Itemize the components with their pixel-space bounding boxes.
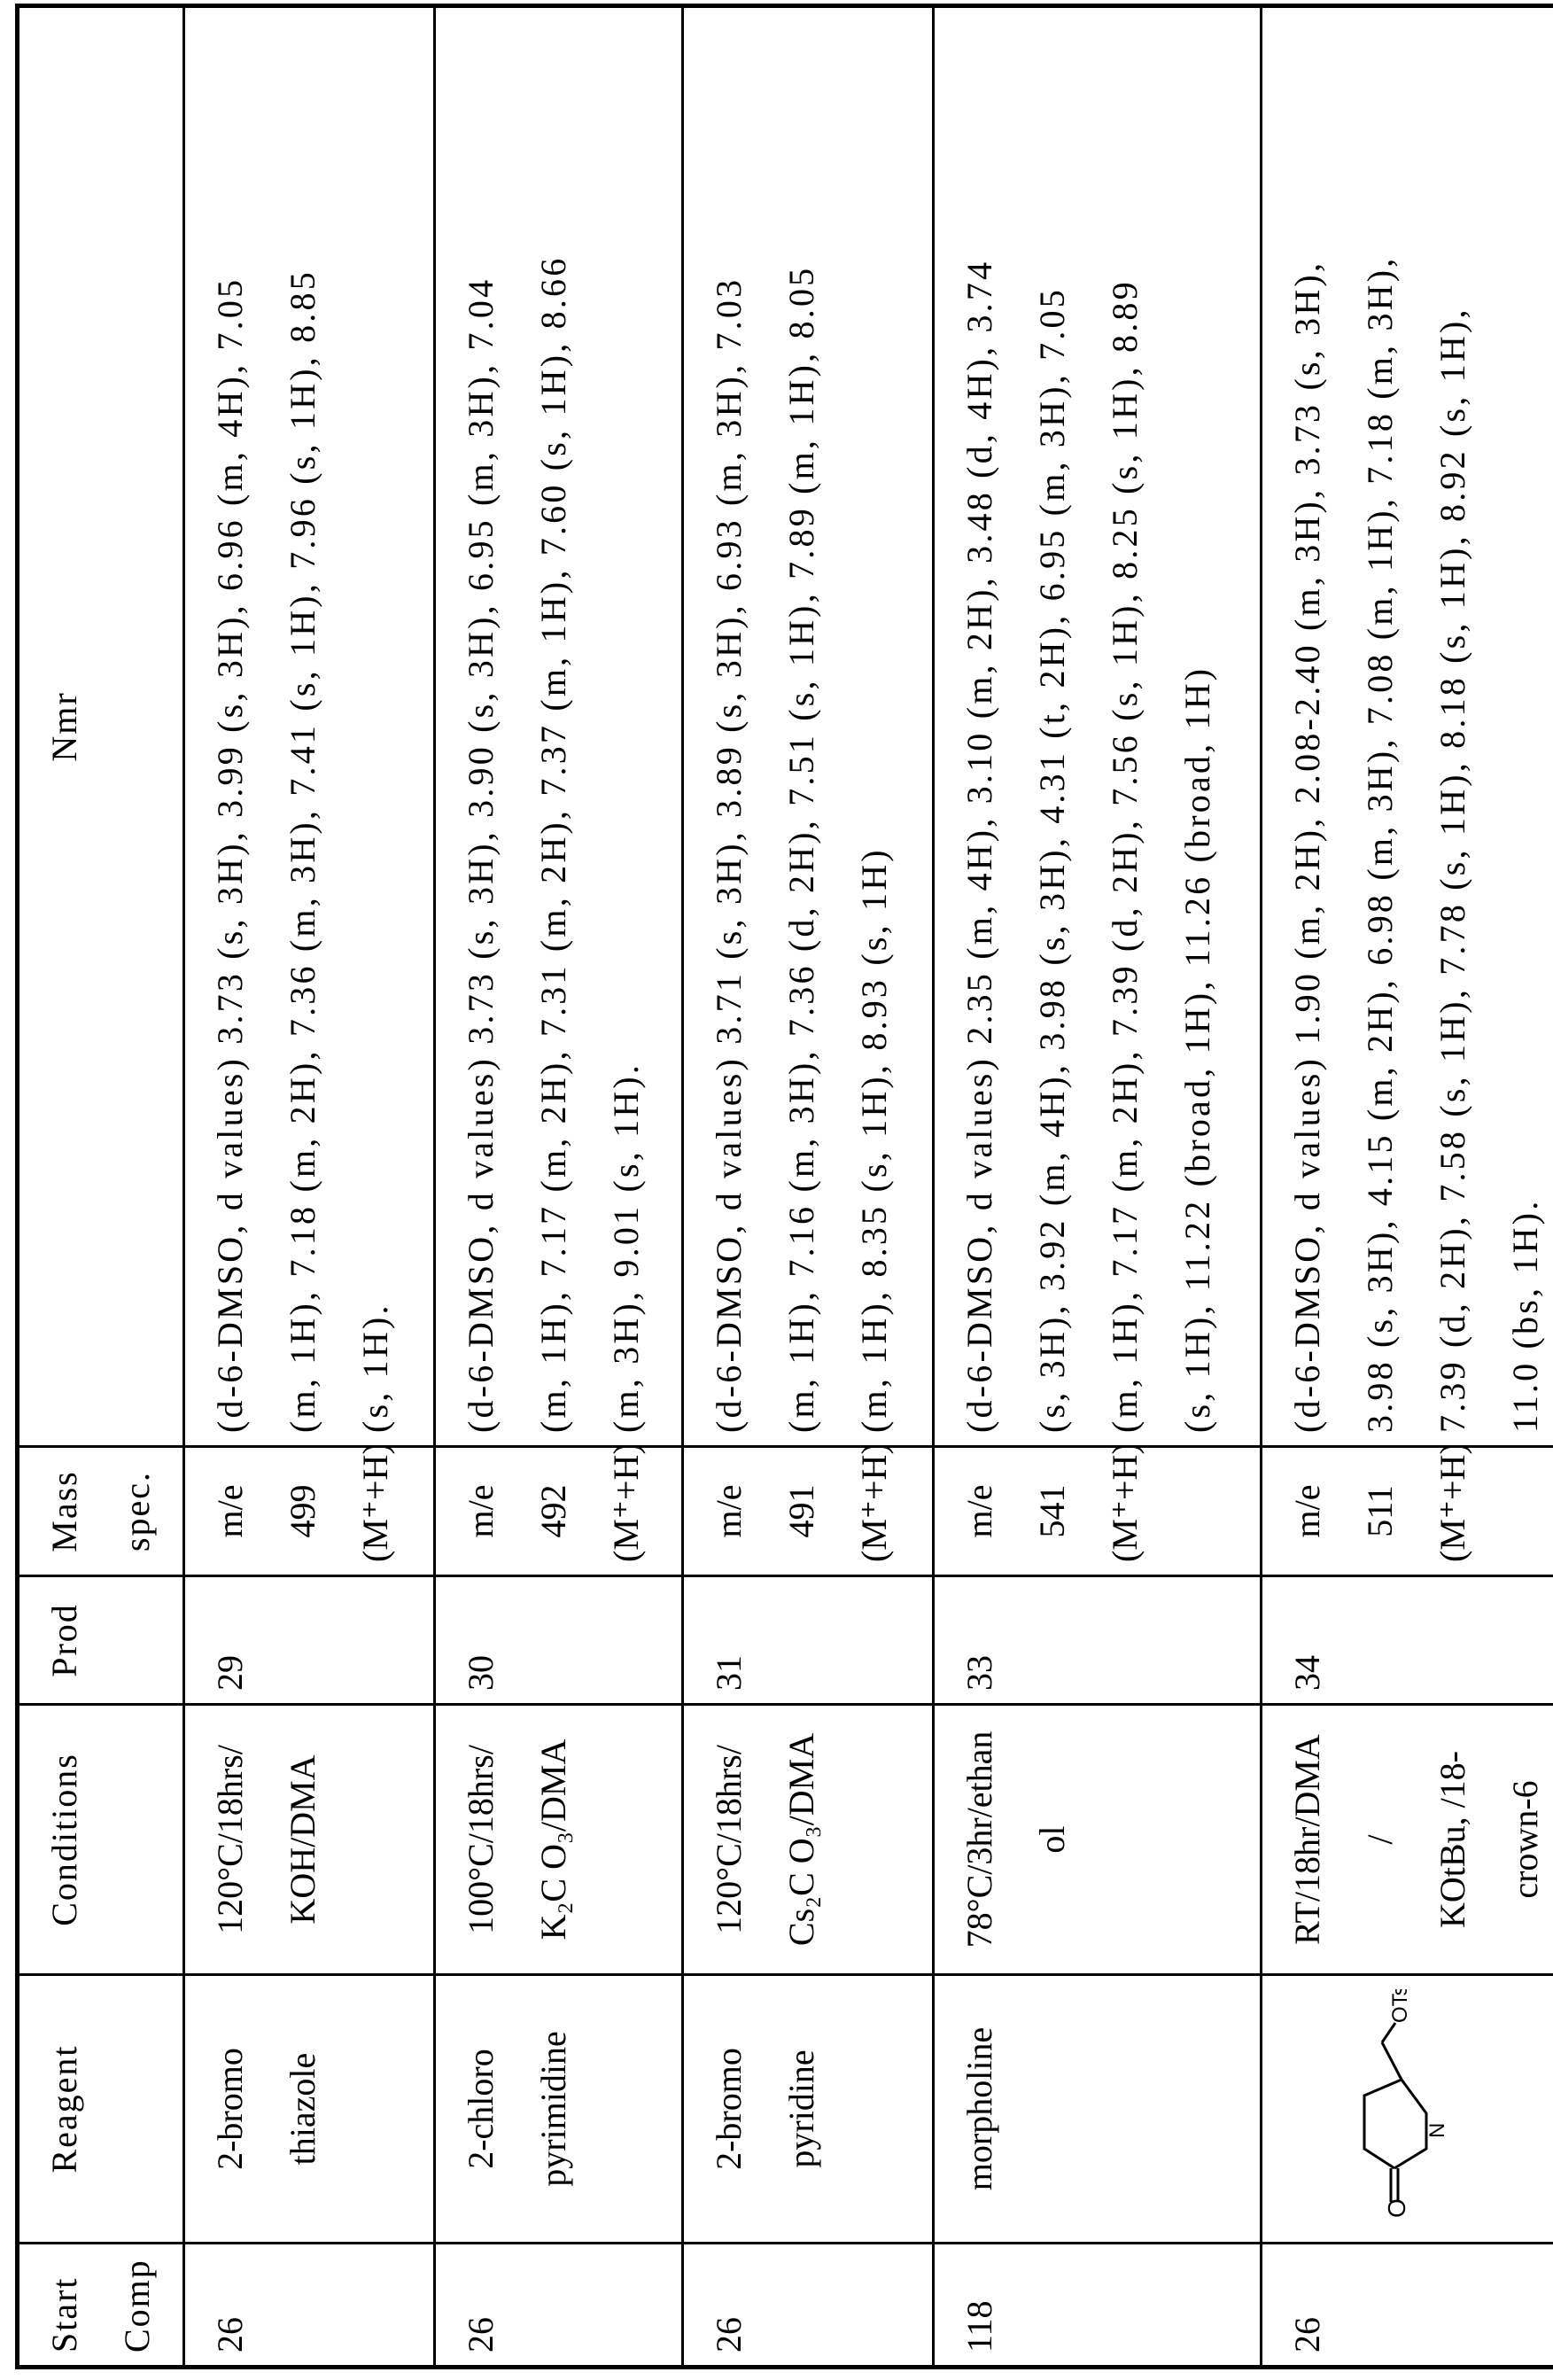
mass-spec-line: m/e — [445, 1460, 517, 1562]
reagent-line: thiazole — [267, 1988, 339, 2229]
structure-label-o: O — [1383, 2198, 1410, 2218]
header-mass-spec — [18, 1447, 184, 1576]
mass-spec-cell — [1262, 1447, 1553, 1576]
prod-cell — [184, 1576, 435, 1705]
nmr-line: (d-6-DMSO, d values) 3.73 (s, 3H), 3.99 (s, 3H), 6.96 (m, 4H), 7.05 — [194, 20, 267, 1433]
nmr-line: 7.39 (d, 2H), 7.58 (s, 1H), 7.78 (s, 1H), 8.18 (s, 1H), 8.92 (s, 1H), — [1417, 20, 1489, 1433]
nmr-line: (m, 1H), 8.35 (s, 1H), 8.93 (s, 1H) — [838, 20, 911, 1433]
nmr-line: (m, 3H), 9.01 (s, 1H). — [590, 20, 663, 1433]
mass-spec-line: (M⁺+H) — [838, 1460, 911, 1562]
conditions-cell — [184, 1705, 435, 1975]
conditions-cell — [435, 1705, 683, 1975]
prod-value: 30 — [445, 1590, 517, 1691]
header-label: Mass — [28, 1460, 101, 1562]
table-row — [184, 6, 435, 2368]
header-label: Reagent — [28, 1988, 101, 2229]
nmr-line: (d-6-DMSO, d values) 3.71 (s, 3H), 3.89 (s, 3H), 6.93 (m, 3H), 7.03 — [693, 20, 765, 1433]
conditions-line: RT/18hr/DMA — [1271, 1718, 1344, 1961]
prod-value: 29 — [194, 1590, 267, 1691]
prod-value: 34 — [1271, 1590, 1344, 1691]
start-comp-cell — [683, 2244, 934, 2368]
nmr-line: (d-6-DMSO, d values) 1.90 (m, 2H), 2.08-2.40 (m, 3H), 3.73 (s, 3H), — [1271, 20, 1344, 1433]
structure-label-ots: OTs — [1388, 1989, 1412, 2023]
conditions-cell — [934, 1705, 1262, 1975]
reaction-data-table — [15, 4, 1553, 2369]
mass-spec-line: 492 — [517, 1460, 590, 1562]
header-label: Prod — [28, 1590, 101, 1691]
prod-value: 31 — [693, 1590, 765, 1691]
nmr-line: (s, 1H). — [339, 20, 412, 1433]
nmr-line: (m, 1H), 7.17 (m, 2H), 7.39 (d, 2H), 7.56 (s, 1H), 8.25 (s, 1H), 8.89 — [1089, 20, 1161, 1433]
prod-cell — [1262, 1576, 1553, 1705]
prod-cell — [683, 1576, 934, 1705]
mass-spec-line: (M⁺+H) — [1417, 1460, 1489, 1562]
nmr-cell — [184, 6, 435, 1447]
reagent-line: 2-bromo — [194, 1988, 267, 2229]
mass-spec-line: 499 — [267, 1460, 339, 1562]
reagent-line: 2-bromo — [693, 1988, 765, 2229]
header-conditions — [18, 1705, 184, 1975]
conditions-line: 120°C/18hrs/ — [194, 1718, 267, 1961]
mass-spec-line: 491 — [765, 1460, 838, 1562]
conditions-line: crown-6 — [1489, 1718, 1553, 1961]
nmr-line: (m, 1H), 7.17 (m, 2H), 7.31 (m, 2H), 7.37 (m, 1H), 7.60 (s, 1H), 8.66 — [517, 20, 590, 1433]
nmr-line: 3.98 (s, 3H), 4.15 (m, 2H), 6.98 (m, 3H), 7.08 (m, 1H), 7.18 (m, 3H), — [1344, 20, 1417, 1433]
header-label: spec. — [101, 1460, 174, 1562]
prod-cell — [435, 1576, 683, 1705]
mass-spec-line: 511 — [1344, 1460, 1417, 1562]
reagent-line: pyrimidine — [517, 1988, 590, 2229]
nmr-line: (m, 1H), 7.16 (m, 3H), 7.36 (d, 2H), 7.51 (s, 1H), 7.89 (m, 1H), 8.05 — [765, 20, 838, 1433]
nmr-line: (m, 1H), 7.18 (m, 2H), 7.36 (m, 3H), 7.41 (s, 1H), 7.96 (s, 1H), 8.85 — [267, 20, 339, 1433]
prod-value: 33 — [943, 1590, 1016, 1691]
header-start-comp — [18, 2244, 184, 2368]
mass-spec-line: m/e — [693, 1460, 765, 1562]
conditions-line: 100°C/18hrs/ — [445, 1718, 517, 1961]
nmr-cell — [683, 6, 934, 1447]
nmr-cell — [435, 6, 683, 1447]
nmr-line: (s, 3H), 3.92 (m, 4H), 3.98 (s, 3H), 4.31 (t, 2H), 6.95 (m, 3H), 7.05 — [1016, 20, 1089, 1433]
mass-spec-line: (M⁺+H) — [339, 1460, 412, 1562]
header-label: Comp — [101, 2257, 174, 2353]
reagent-cell — [184, 1975, 435, 2244]
reagent-line: morpholine — [943, 1988, 1016, 2229]
conditions-line: / — [1344, 1718, 1417, 1961]
start-comp-value: 26 — [1271, 2257, 1344, 2353]
nmr-line: (s, 1H), 11.22 (broad, 1H), 11.26 (broad, 1H) — [1161, 20, 1234, 1433]
conditions-line: 78°C/3hr/ethan — [943, 1718, 1016, 1961]
header-label: Nmr — [28, 20, 101, 1433]
nmr-line: 11.0 (bs, 1H). — [1489, 20, 1553, 1433]
conditions-line: Cs₂C O₃/DMA — [765, 1718, 838, 1961]
start-comp-value: 118 — [943, 2257, 1016, 2353]
reagent-cell — [435, 1975, 683, 2244]
prod-cell — [934, 1576, 1262, 1705]
table-row — [934, 6, 1262, 2368]
start-comp-cell — [435, 2244, 683, 2368]
reagent-cell — [934, 1975, 1262, 2244]
mass-spec-line: (M⁺+H) — [1089, 1460, 1161, 1562]
table-row — [683, 6, 934, 2368]
start-comp-value: 26 — [693, 2257, 765, 2353]
conditions-cell — [1262, 1705, 1553, 1975]
nmr-line: (d-6-DMSO, d values) 2.35 (m, 4H), 3.10 (m, 2H), 3.48 (d, 4H), 3.74 — [943, 20, 1016, 1433]
mass-spec-line: 541 — [1016, 1460, 1089, 1562]
nmr-line: (d-6-DMSO, d values) 3.73 (s, 3H), 3.90 (s, 3H), 6.95 (m, 3H), 7.04 — [445, 20, 517, 1433]
reagent-line: pyridine — [765, 1988, 838, 2229]
table-row — [435, 6, 683, 2368]
header-label: Start — [28, 2257, 101, 2353]
nmr-cell — [934, 6, 1262, 1447]
conditions-line: KOtBu, /18- — [1417, 1718, 1489, 1961]
mass-spec-line: m/e — [194, 1460, 267, 1562]
rotated-table-container — [15, 8, 1540, 2369]
header-prod — [18, 1576, 184, 1705]
mass-spec-cell — [435, 1447, 683, 1576]
nmr-cell — [1262, 6, 1553, 1447]
start-comp-value: 26 — [194, 2257, 267, 2353]
reagent-cell — [683, 1975, 934, 2244]
mass-spec-cell — [184, 1447, 435, 1576]
structure-label-n: N — [1425, 2123, 1449, 2138]
start-comp-cell — [934, 2244, 1262, 2368]
conditions-cell — [683, 1705, 934, 1975]
mass-spec-line: m/e — [1271, 1460, 1344, 1562]
mass-spec-cell — [934, 1447, 1262, 1576]
conditions-line: K₂C O₃/DMA — [517, 1718, 590, 1961]
header-row — [18, 6, 184, 2368]
conditions-line: 120°C/18hrs/ — [693, 1718, 765, 1961]
reagent-line: 2-chloro — [445, 1988, 517, 2229]
reagent-cell — [1262, 1975, 1553, 2244]
start-comp-cell — [1262, 2244, 1553, 2368]
conditions-line: ol — [1016, 1718, 1089, 1961]
start-comp-value: 26 — [445, 2257, 517, 2353]
mass-spec-cell — [683, 1447, 934, 1576]
mass-spec-line: m/e — [943, 1460, 1016, 1562]
header-label: Conditions — [28, 1718, 101, 1961]
conditions-line: KOH/DMA — [267, 1718, 339, 1961]
mass-spec-line: (M⁺+H) — [590, 1460, 663, 1562]
header-reagent — [18, 1975, 184, 2244]
pyrrolidinone-ots-structure — [1329, 1989, 1479, 2228]
header-nmr — [18, 6, 184, 1447]
start-comp-cell — [184, 2244, 435, 2368]
table-row — [1262, 6, 1553, 2368]
